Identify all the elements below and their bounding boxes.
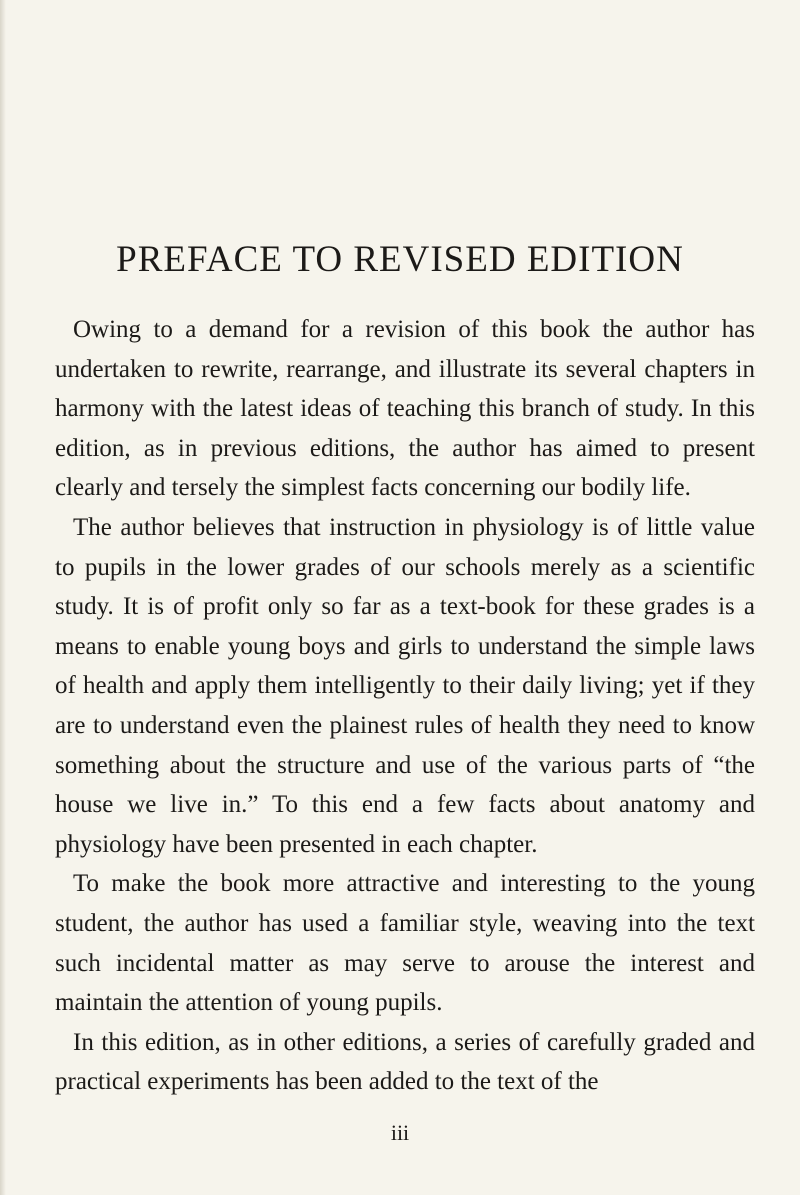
page-number: iii xyxy=(390,1120,410,1145)
page-title: PREFACE TO REVISED EDITION xyxy=(116,239,684,280)
paragraph: Owing to a demand for a revision of this book the author has undertaken to rewrite, rearrange, and illustrate its several chapters in harmony with the latest ideas of teaching this branch of study. In this edition, as in previous editions, the author has aimed to present clearly and tersely the simplest facts concerning our bodily life. xyxy=(55,316,755,502)
paragraph: The author believes that instruction in physiology is of little value to pupils in the lower grades of our schools merely as a scientific study. It is of profit only so far as a text-book for these grades is a means to enable young boys and girls to understand the simple laws of health and apply them intelligently to their daily living; yet if they are to understand even the plainest rules of health they need to know something about the structure and use of the various parts of “the house we live in.” To this end a few facts about anatomy and physiology have been presented in each chapter. xyxy=(55,513,755,858)
preface-body xyxy=(55,310,755,1102)
paragraph: In this edition, as in other editions, a series of carefully graded and practical experiments has been added to the text of the xyxy=(55,1028,755,1096)
paragraph: To make the book more attractive and interesting to the young student, the author has used a familiar style, weaving into the text such incidental matter as may serve to arouse the interest and maintain the attention of young pupils. xyxy=(55,870,755,1017)
page-edge-shadow xyxy=(0,0,6,1195)
